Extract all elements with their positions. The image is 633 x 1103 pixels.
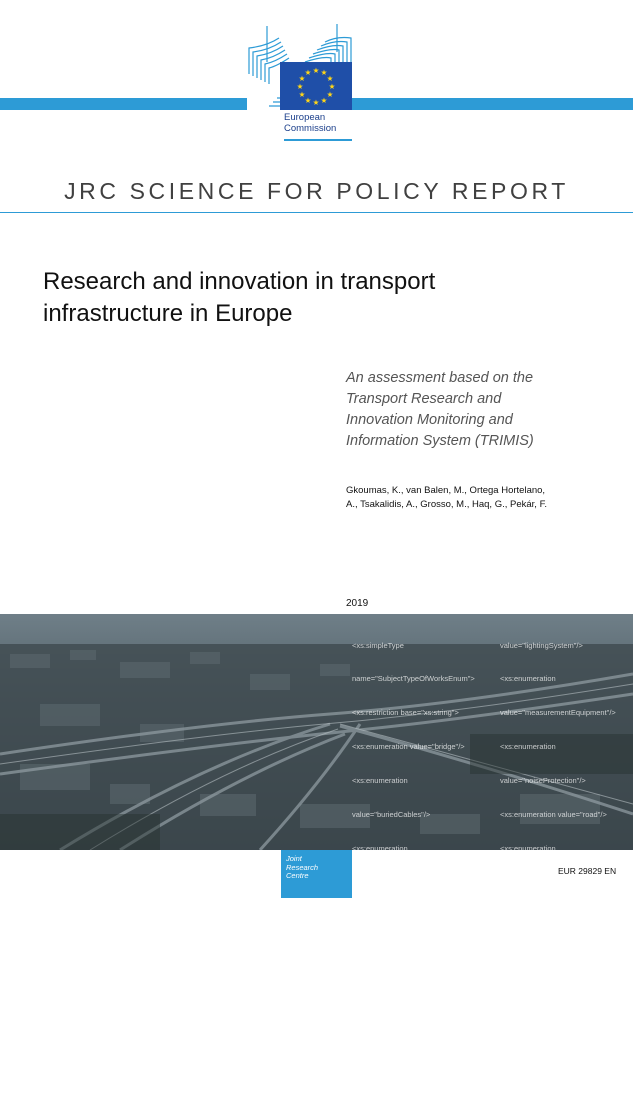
code-line: <xs:enumeration value="roadSigns"/>: [500, 1047, 626, 1057]
code-line: value="crashBarrier"/>: [352, 945, 427, 955]
code-line: value="roadsideDrains"/>: [500, 877, 585, 887]
publication-year: 2019: [346, 598, 369, 609]
european-commission-wordmark: [284, 112, 336, 134]
code-line: <xs:enumeration: [500, 742, 556, 752]
footer-line-3: Centre: [286, 871, 309, 881]
author-line: A., Tsakalidis, A., Grosso, M., Haq, G., Pekár, F.: [346, 499, 547, 510]
header-band-right: [352, 98, 633, 110]
code-line: <xs:enumeration: [500, 979, 556, 989]
xml-code-overlay-left: [352, 617, 475, 1103]
code-line: value="gatesOfWork"/>: [352, 1081, 430, 1091]
code-line: value="lightingSystem"/>: [500, 640, 583, 650]
svg-text:★: ★: [298, 74, 306, 83]
title-line-1: Research and innovation in transport: [43, 268, 436, 295]
subtitle-line: An assessment based on the: [346, 370, 534, 386]
svg-text:★: ★: [326, 90, 334, 99]
code-line: <xs:enumeration: [352, 776, 408, 786]
footer-line-2: Research: [286, 862, 319, 872]
code-line: name="SubjectTypeOfWorksEnum">: [352, 674, 475, 684]
subtitle-line: Information System (TRIMIS): [346, 433, 534, 449]
code-line: <xs:enumeration: [352, 1047, 408, 1057]
code-line: <xs:enumeration value="gallery"/>: [352, 979, 466, 989]
report-subtitle: [346, 368, 586, 452]
header-band-left: [0, 98, 247, 110]
footer-line-1: Joint: [286, 854, 302, 863]
svg-text:★: ★: [304, 68, 312, 77]
series-title: JRC SCIENCE FOR POLICY REPORT: [64, 178, 569, 204]
code-line: value="buriedServices"/>: [352, 877, 436, 887]
code-line: <xs:restriction base="xs:string">: [352, 708, 459, 718]
code-line: <xs:enumeration value="bridge"/>: [352, 742, 465, 752]
svg-text:★: ★: [296, 82, 304, 91]
svg-text:★: ★: [312, 98, 320, 107]
jrc-footer-label: [286, 855, 318, 881]
series-divider: [0, 212, 633, 213]
code-line: value="roadsideEquipment"/>: [500, 1013, 599, 1023]
author-line: Gkoumas, K., van Balen, M., Ortega Hortelano,: [346, 485, 546, 496]
report-number: EUR 29829 EN: [558, 866, 617, 876]
code-line: value="roadsideEmbankment"/>: [500, 945, 608, 955]
svg-text:★: ★: [326, 74, 334, 83]
logo-line-1: European: [284, 112, 326, 123]
code-line: <xs:enumeration: [352, 843, 408, 853]
code-line: <xs:enumeration: [500, 911, 556, 921]
code-line: <xs:enumeration: [500, 1081, 556, 1091]
code-line: value="noiseProtection"/>: [500, 776, 586, 786]
svg-text:★: ★: [298, 90, 306, 99]
code-line: value="measurementEquipment"/>: [500, 708, 616, 718]
code-line: <xs:simpleType: [352, 640, 404, 650]
svg-text:★: ★: [304, 96, 312, 105]
logo-underline: [284, 139, 352, 141]
svg-text:★: ★: [328, 82, 336, 91]
code-line: <xs:enumeration value="road"/>: [500, 810, 607, 820]
report-title: [43, 266, 563, 330]
xml-code-overlay-right: [500, 617, 626, 1103]
author-list: [346, 484, 576, 512]
title-line-2: infrastructure in Europe: [43, 300, 293, 327]
code-line: <xs:enumeration: [500, 674, 556, 684]
svg-text:★: ★: [320, 96, 328, 105]
code-line: <xs:enumeration: [500, 843, 556, 853]
logo-line-2: Commission: [284, 123, 337, 134]
code-line: <xs:enumeration value="gantry"/>: [352, 1013, 465, 1023]
subtitle-line: Innovation Monitoring and: [346, 412, 513, 428]
subtitle-line: Transport Research and: [346, 391, 502, 407]
code-line: value="buriedCables"/>: [352, 810, 431, 820]
code-line: <xs:enumeration: [352, 911, 408, 921]
svg-text:★: ★: [312, 66, 320, 75]
svg-text:★: ★: [320, 68, 328, 77]
